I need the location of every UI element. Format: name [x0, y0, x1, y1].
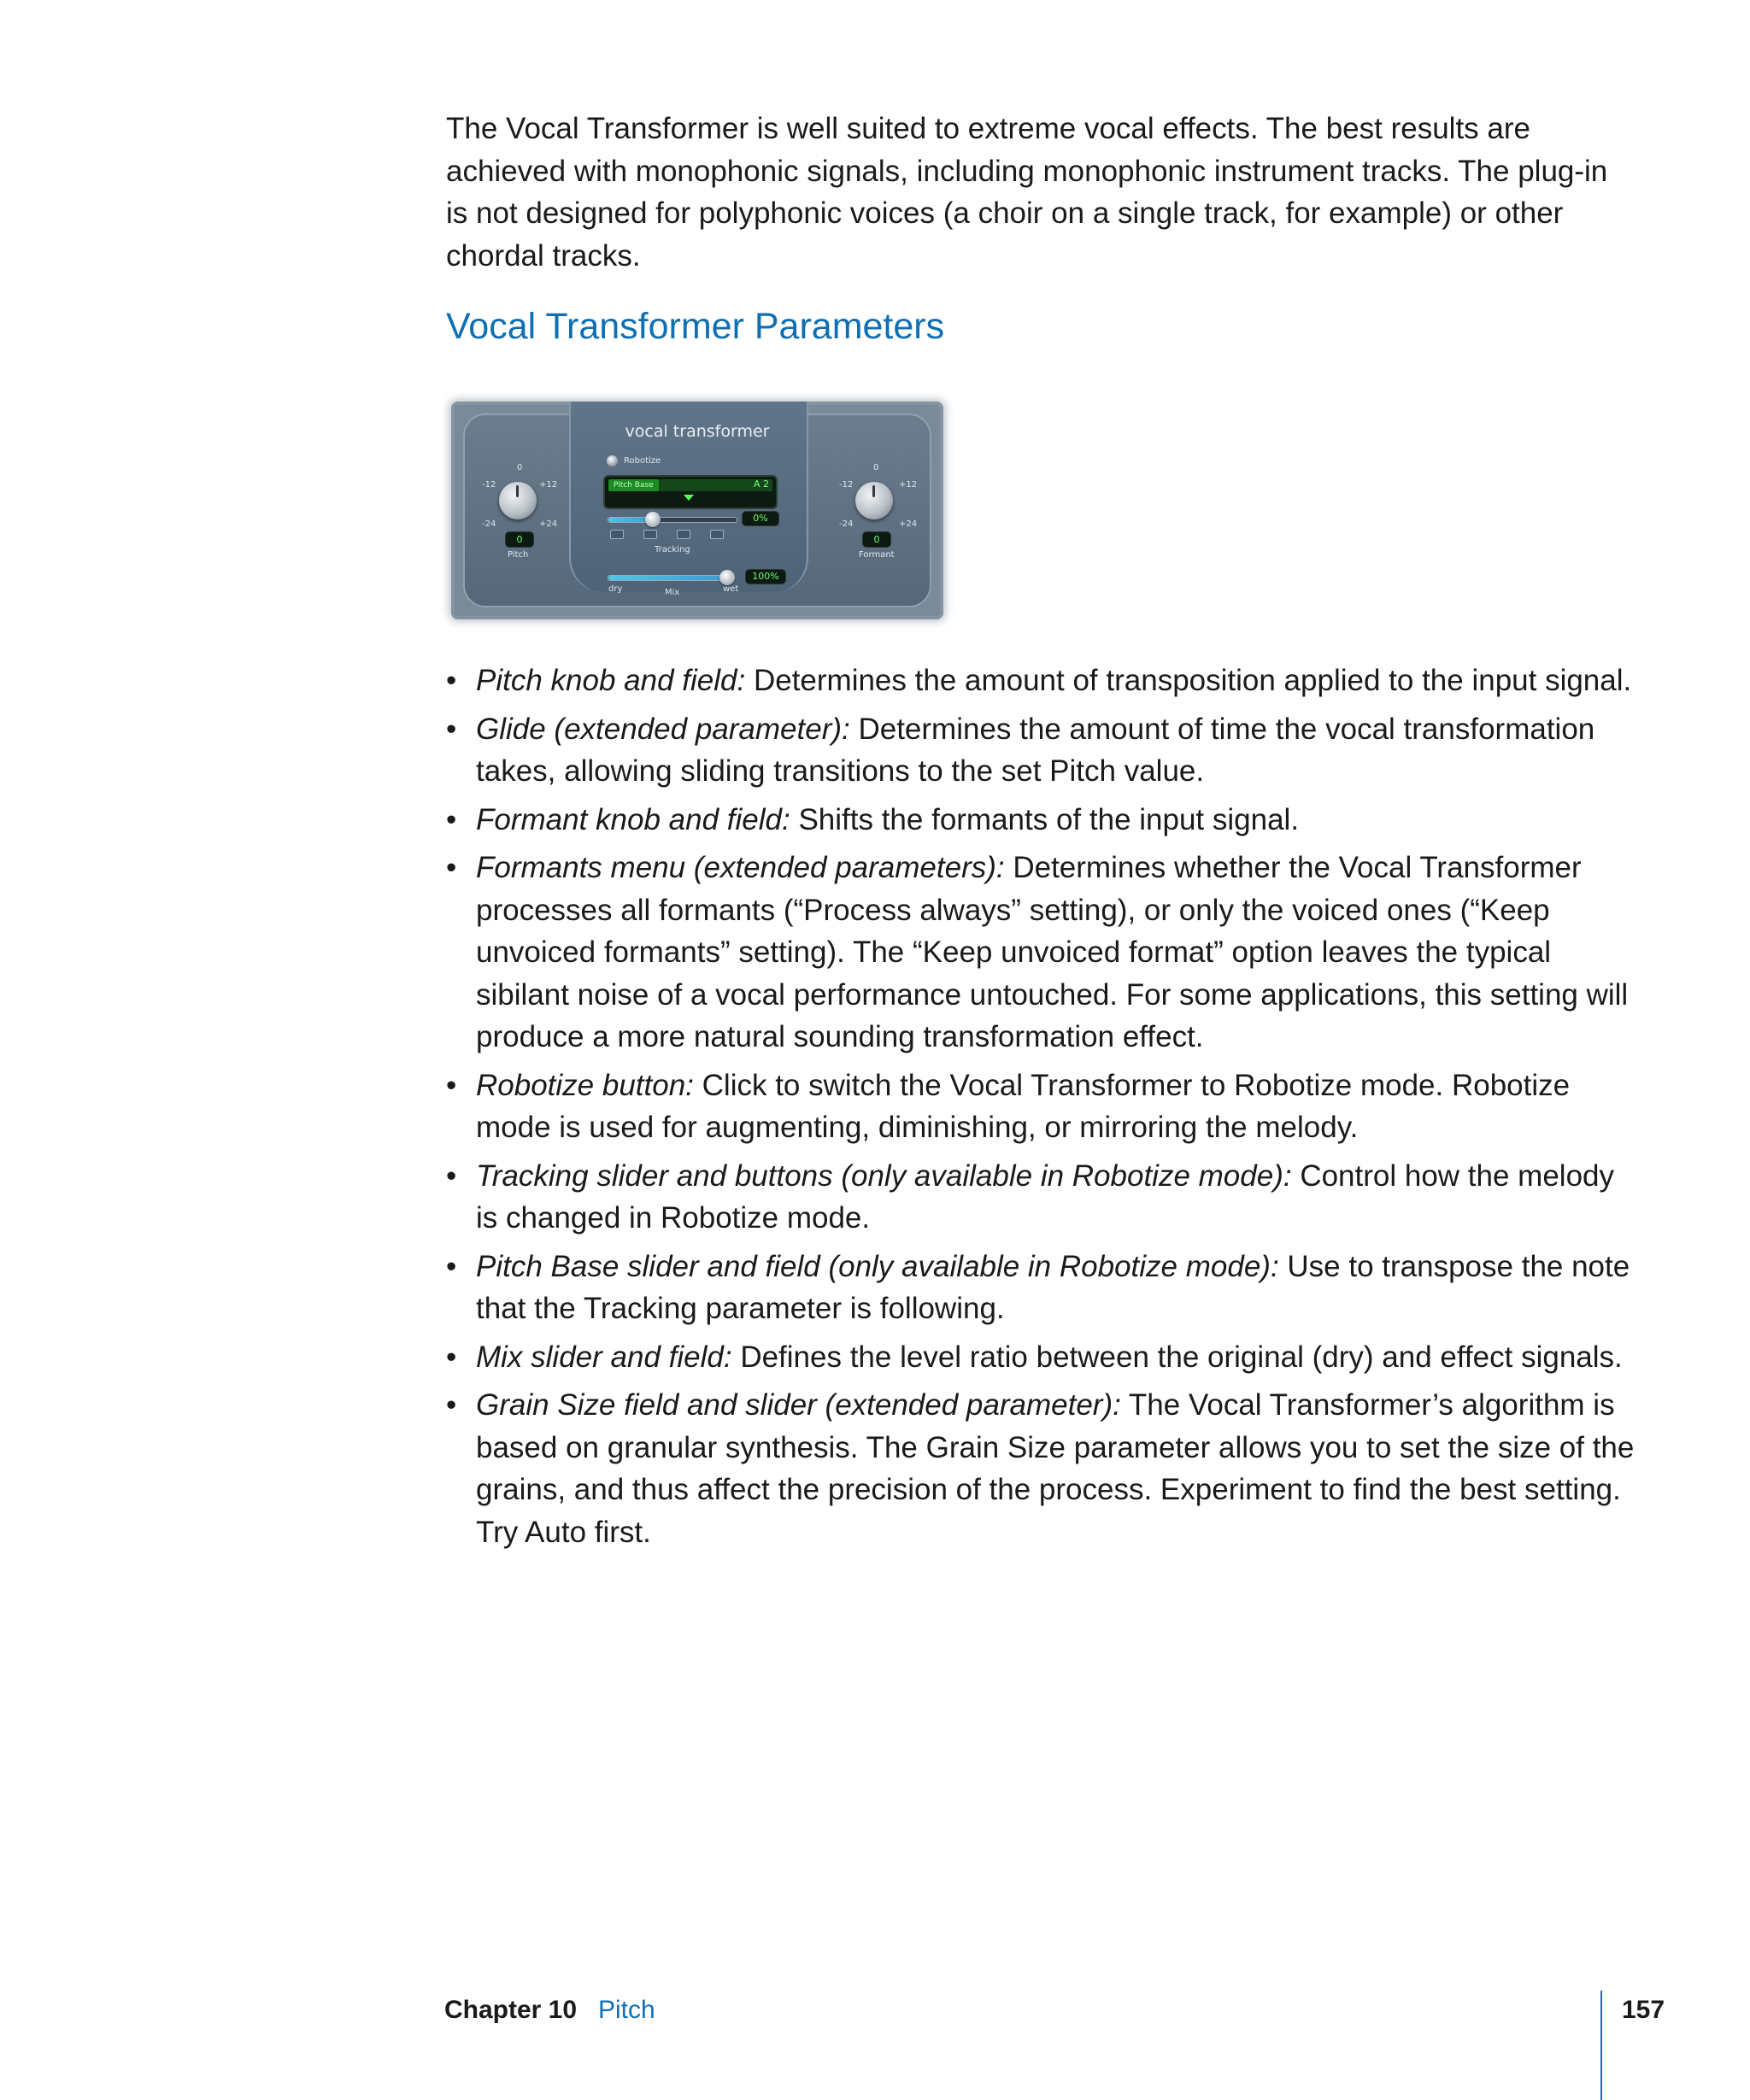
parameter-description: Shifts the formants of the input signal.: [798, 802, 1300, 836]
tracking-field[interactable]: 0%: [742, 511, 779, 526]
tracking-button-1[interactable]: [610, 530, 624, 539]
parameter-item: [446, 847, 1642, 1059]
pitch-base-label: Pitch Base: [608, 479, 659, 491]
pitch-base-display[interactable]: [603, 475, 778, 509]
mix-label: Mix: [665, 588, 680, 597]
parameter-description: Determines whether the Vocal Transformer processes all formants (“Process always” setting), or only the voiced ones (“Keep unvoiced formants” setting). The “Keep unvoiced format” option leaves the typical sibilant noise of a vocal performance untouched. For some applications, this setting will produce a more natural sounding transformation effect.: [476, 851, 1629, 1053]
robotize-button[interactable]: [607, 455, 618, 466]
footer-divider: [1600, 1991, 1602, 2100]
parameter-term: Formant knob and field:: [476, 802, 790, 836]
formant-label: Formant: [859, 550, 895, 560]
tracking-label: Tracking: [655, 545, 690, 554]
parameter-description: Use to transpose the note that the Tracking parameter is following.: [476, 1249, 1630, 1325]
tracking-slider[interactable]: [608, 517, 737, 523]
parameter-term: Formants menu (extended parameters):: [476, 851, 1005, 884]
formant-scale-plus24: +24: [899, 519, 918, 529]
parameter-term: Mix slider and field:: [476, 1340, 732, 1374]
parameter-term: Tracking slider and buttons (only available in Robotize mode):: [476, 1159, 1292, 1193]
section-title: Vocal Transformer Parameters: [446, 306, 945, 347]
parameter-description: Click to switch the Vocal Transformer to Robotize mode. Robotize mode is used for augmenting, diminishing, or mirroring the melody.: [476, 1068, 1571, 1144]
pitch-base-arrow-icon: [684, 495, 694, 501]
formant-field[interactable]: 0: [862, 531, 891, 548]
parameter-term: Glide (extended parameter):: [476, 712, 850, 746]
mix-slider-fill: [608, 576, 728, 580]
pitch-scale-plus12: +12: [539, 480, 558, 490]
tracking-button-3[interactable]: [677, 530, 690, 539]
robotize-label: Robotize: [624, 456, 661, 466]
formant-scale-top: 0: [873, 463, 879, 472]
formant-scale-plus12: +12: [899, 480, 918, 490]
parameter-item: [446, 1384, 1642, 1553]
parameter-description: Control how the melody is changed in Robotize mode.: [476, 1159, 1615, 1235]
parameter-item: [446, 1246, 1642, 1330]
pitch-scale-minus24: -24: [482, 519, 496, 529]
parameter-description: Defines the level ratio between the original (dry) and effect signals.: [740, 1340, 1623, 1374]
pitch-scale-minus12: -12: [482, 480, 496, 490]
parameter-description: The Vocal Transformer’s algorithm is based on granular synthesis. The Grain Size parameter allows you to set the size of the grains, and thus affect the precision of the process. Experiment to find the best setting. Try Auto first.: [476, 1388, 1635, 1549]
formant-scale-minus24: -24: [839, 519, 854, 529]
tracking-button-4[interactable]: [710, 530, 724, 539]
tracking-slider-thumb[interactable]: [645, 512, 661, 527]
tracking-button-2[interactable]: [643, 530, 657, 539]
pitch-field[interactable]: 0: [505, 531, 534, 548]
parameter-term: Pitch knob and field:: [476, 664, 746, 697]
pitch-scale-plus24: +24: [539, 519, 558, 529]
parameter-term: Grain Size field and slider (extended parameter):: [476, 1388, 1121, 1422]
formant-knob[interactable]: [855, 482, 893, 519]
mix-slider-thumb[interactable]: [719, 570, 735, 585]
formant-scale-minus12: -12: [839, 480, 854, 490]
mix-dry-label: dry: [608, 584, 623, 594]
mix-field[interactable]: 100%: [745, 569, 786, 584]
footer-section: Pitch: [598, 1996, 655, 2024]
parameter-term: Pitch Base slider and field (only available in Robotize mode):: [476, 1249, 1279, 1283]
parameter-item: [446, 1065, 1642, 1149]
plugin-title: vocal transformer: [625, 422, 770, 441]
parameter-description: Determines the amount of transposition applied to the input signal.: [753, 664, 1632, 697]
parameter-item: [446, 660, 1642, 702]
parameter-term: Robotize button:: [476, 1068, 694, 1102]
parameter-item: [446, 1336, 1642, 1379]
parameter-item: [446, 1155, 1642, 1240]
parameter-item: [446, 708, 1642, 793]
pitch-label: Pitch: [508, 550, 529, 560]
footer-chapter: Chapter 10: [444, 1996, 578, 2024]
vocal-transformer-plugin-image: [451, 402, 943, 619]
pitch-knob[interactable]: [499, 482, 537, 519]
page-number: 157: [1622, 1996, 1665, 2024]
pitch-base-value: A 2: [753, 478, 769, 490]
intro-paragraph: The Vocal Transformer is well suited to extreme vocal effects. The best results are achieved with monophonic signals, including monophonic instrument tracks. The plug-in is not designed for polyphonic voices (a choir on a single track, for example) or other chordal tracks.: [446, 112, 1608, 273]
parameter-item: [446, 799, 1642, 842]
pitch-scale-top: 0: [517, 463, 523, 472]
mix-wet-label: wet: [723, 584, 739, 594]
parameter-description: Determines the amount of time the vocal transformation takes, allowing sliding transitions to the set Pitch value.: [476, 712, 1595, 788]
mix-slider[interactable]: [608, 575, 729, 581]
parameter-list: [446, 660, 1642, 1559]
